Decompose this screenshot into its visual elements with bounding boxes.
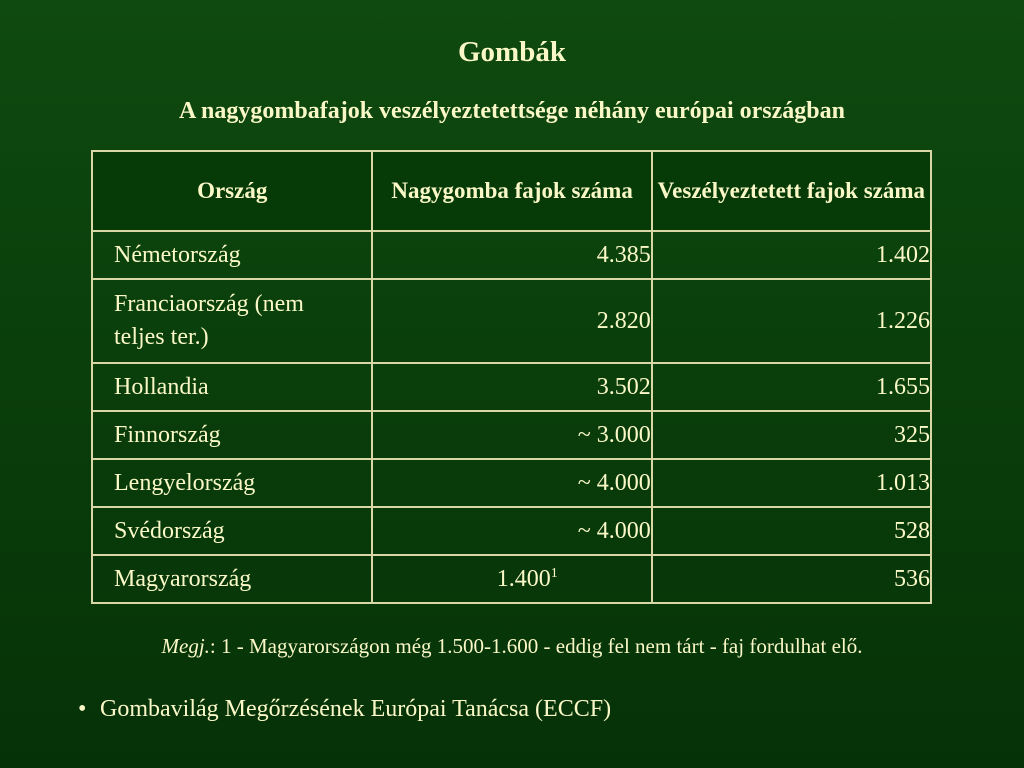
- page-subtitle: A nagygombafajok veszélyeztetettsége néhány európai országban: [179, 98, 845, 124]
- footnote-marker: 1: [550, 565, 558, 581]
- cell-species: 4.385: [372, 231, 651, 279]
- header-country: Ország: [92, 151, 372, 231]
- cell-country: Svédország: [92, 507, 372, 555]
- footnote-label: Megj.: [161, 634, 210, 658]
- page-title: Gombák: [458, 36, 566, 68]
- footnote-text: : 1 - Magyarországon még 1.500-1.600 - eddig fel nem tárt - faj fordulhat elő.: [209, 634, 863, 658]
- cell-species: ~ 3.000: [372, 411, 651, 459]
- cell-endangered: 1.226: [652, 279, 931, 363]
- cell-endangered: 536: [652, 555, 931, 603]
- table-row: [92, 411, 931, 459]
- cell-country: Franciaország (nem teljes ter.): [92, 279, 372, 363]
- cell-endangered: 1.402: [652, 231, 931, 279]
- cell-country: Németország: [92, 231, 372, 279]
- table-row: [92, 459, 931, 507]
- cell-country: Finnország: [92, 411, 372, 459]
- bullet-item: [78, 696, 611, 723]
- bullet-icon: •: [78, 696, 87, 722]
- cell-species: 3.502: [372, 363, 651, 411]
- table-row: [92, 279, 931, 363]
- bullet-text: Gombavilág Megőrzésének Európai Tanácsa (ECCF): [100, 696, 612, 722]
- fungi-table: [91, 150, 932, 604]
- cell-country: Hollandia: [92, 363, 372, 411]
- cell-endangered: 1.655: [652, 363, 931, 411]
- table-row: [92, 507, 931, 555]
- table-row: [92, 231, 931, 279]
- table-row: [92, 363, 931, 411]
- cell-country: Lengyelország: [92, 459, 372, 507]
- header-endangered-count: Veszélyeztetett fajok száma: [652, 151, 931, 231]
- cell-endangered: 325: [652, 411, 931, 459]
- cell-country: Magyarország: [92, 555, 372, 603]
- cell-endangered: 1.013: [652, 459, 931, 507]
- cell-species: 2.820: [372, 279, 651, 363]
- cell-species-value: 1.400: [496, 565, 551, 592]
- header-species-count: Nagygomba fajok száma: [372, 151, 651, 231]
- table-header-row: [92, 151, 931, 231]
- cell-species: ~ 4.000: [372, 459, 651, 507]
- table-row: [92, 555, 931, 603]
- cell-species: ~ 4.000: [372, 507, 651, 555]
- cell-endangered: 528: [652, 507, 931, 555]
- footnote: [0, 634, 1024, 659]
- cell-species: [372, 555, 651, 603]
